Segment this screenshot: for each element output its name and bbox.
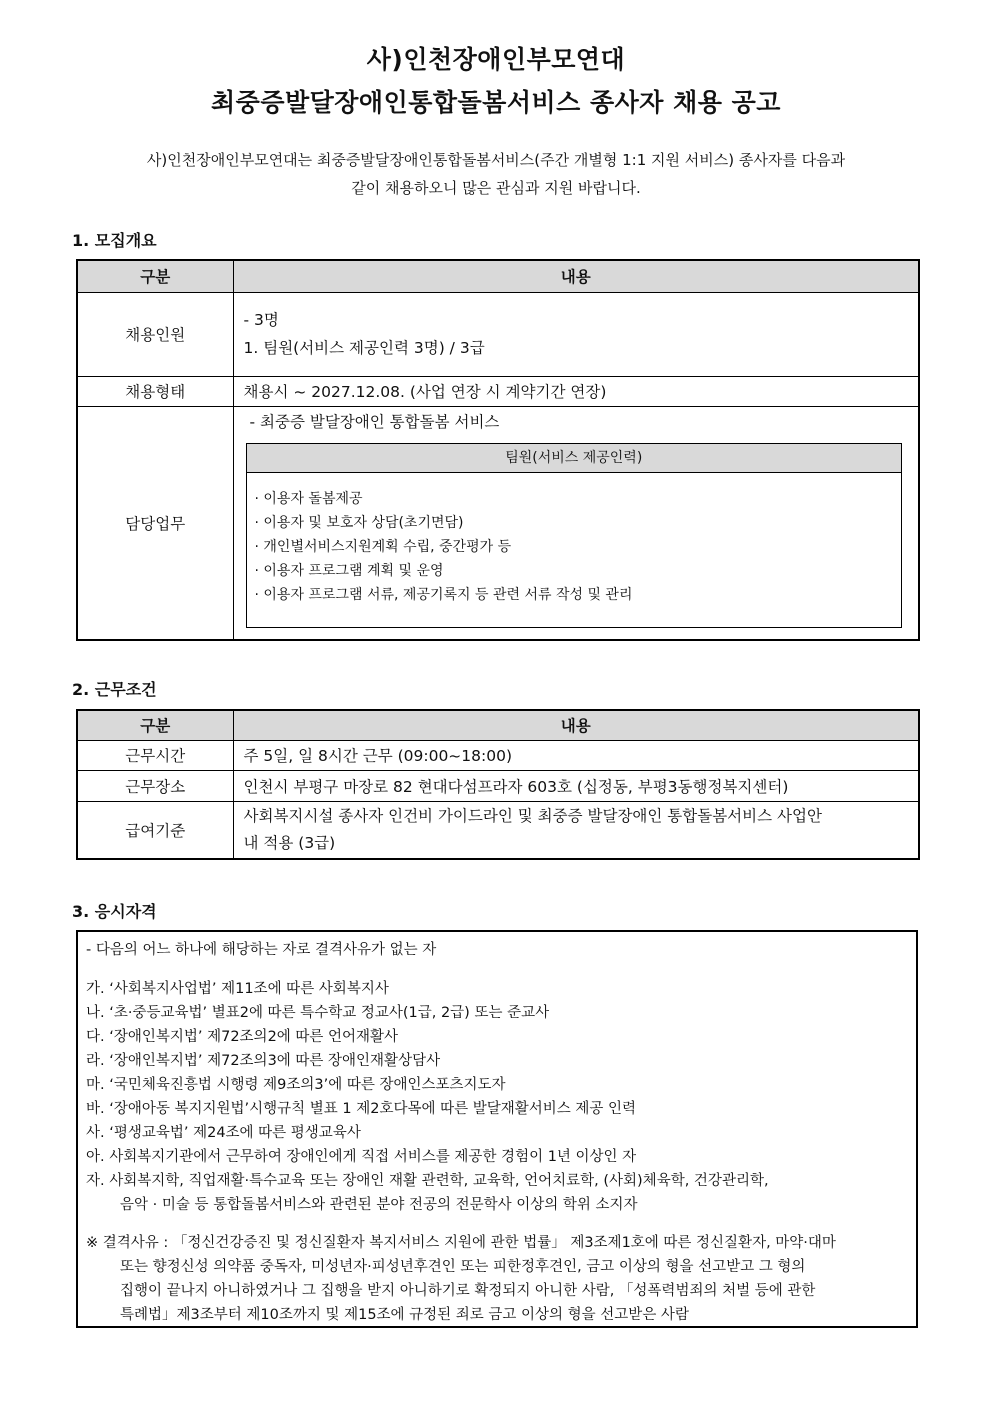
- conditions-table: [76, 709, 920, 860]
- duty-item: · 이용자 및 보호자 상담(초기면담): [254, 514, 464, 531]
- header-category: 구분: [77, 260, 233, 292]
- headcount-line: 1. 팀원(서비스 제공인력 3명) / 3급: [243, 339, 485, 357]
- salary-label: 급여기준: [77, 801, 233, 859]
- qualifications-box: [76, 930, 918, 1328]
- section-title-recruitment: 1. 모집개요: [72, 231, 157, 250]
- duty-item: · 이용자 프로그램 서류, 제공기록지 등 관련 서류 작성 및 관리: [254, 586, 633, 603]
- duty-item: · 개인별서비스지원계획 수립, 중간평가 등: [254, 538, 512, 555]
- title-announcement: 최중증발달장애인통합돌봄서비스 종사자 채용 공고: [211, 88, 781, 117]
- duty-subtable: [246, 443, 903, 628]
- salary-line: 내 적용 (3급): [243, 833, 336, 852]
- qualification-item: 마. ‘국민체육진흥법 시행령 제9조의3’에 따른 장애인스포츠지도자: [86, 1077, 506, 1093]
- duty-subtable-header: 팀원(서비스 제공인력): [247, 444, 902, 473]
- disqualification-note: 집행이 끝나지 아니하였거나 그 집행을 받지 아니하기로 확정되지 아니한 사람, 「성폭력범죄의 처벌 등에 관한: [120, 1283, 816, 1299]
- qualification-item: 나. ‘초·중등교육법’ 별표2에 따른 특수학교 정교사(1급, 2급) 또는 준교사: [86, 1005, 550, 1021]
- qualification-item: 아. 사회복지기관에서 근무하여 장애인에게 직접 서비스를 제공한 경험이 1년 이상인 자: [86, 1149, 637, 1165]
- disqualification-note: 특례법」제3조부터 제10조까지 및 제15조에 규정된 죄로 금고 이상의 형을 선고받은 사람: [120, 1307, 689, 1323]
- qualification-intro: - 다음의 어느 하나에 해당하는 자로 결격사유가 없는 자: [86, 942, 437, 958]
- salary-cell: [233, 801, 919, 859]
- work-place-value: 인천시 부평구 마장로 82 현대다섬프라자 603호 (십정동, 부평3동행정복지센터): [233, 770, 919, 801]
- recruitment-table: [76, 259, 920, 641]
- work-place-label: 근무장소: [77, 770, 233, 801]
- work-hours-label: 근무시간: [77, 740, 233, 770]
- headcount-label: 채용인원: [77, 292, 233, 376]
- disqualification-note: ※ 결격사유 : 「정신건강증진 및 정신질환자 복지서비스 지원에 관한 법률」 제3조제1호에 따른 정신질환자, 마약·대마: [86, 1235, 836, 1251]
- duty-intro: - 최중증 발달장애인 통합돌봄 서비스: [249, 412, 500, 431]
- section-title-conditions: 2. 근무조건: [72, 680, 157, 699]
- duty-item: · 이용자 프로그램 계획 및 운영: [254, 562, 444, 579]
- work-hours-value: 주 5일, 일 8시간 근무 (09:00~18:00): [233, 740, 919, 770]
- qualification-item: 바. ‘장애아동 복지지원법’시행규칙 별표 1 제2호다목에 따른 발달재활서비스 제공 인력: [86, 1101, 636, 1117]
- salary-line: 사회복지시설 종사자 인건비 가이드라인 및 최중증 발달장애인 통합돌봄서비스 사업안: [243, 806, 822, 825]
- qualification-item: 사. ‘평생교육법’ 제24조에 따른 평생교육사: [86, 1125, 361, 1141]
- headcount-line: - 3명: [243, 311, 279, 329]
- title-organization: 사)인천장애인부모연대: [366, 45, 626, 74]
- qualification-item: 가. ‘사회복지사업법’ 제11조에 따른 사회복지사: [86, 981, 389, 997]
- duty-label: 담당업무: [77, 406, 233, 640]
- header-category: 구분: [77, 710, 233, 740]
- header-content: 내용: [233, 710, 919, 740]
- duty-list: [247, 473, 902, 627]
- employment-type-value: 채용시 ~ 2027.12.08. (사업 연장 시 계약기간 연장): [233, 376, 919, 406]
- employment-type-label: 채용형태: [77, 376, 233, 406]
- intro-line: 사)인천장애인부모연대는 최중증발달장애인통합돌봄서비스(주간 개별형 1:1 지원 서비스) 종사자를 다음과: [146, 151, 846, 169]
- headcount-cell: [233, 292, 919, 376]
- intro-text: [80, 146, 912, 202]
- duty-cell: [233, 406, 919, 640]
- qualification-item: 라. ‘장애인복지법’ 제72조의3에 따른 장애인재활상담사: [86, 1053, 441, 1069]
- intro-line: 같이 채용하오니 많은 관심과 지원 바랍니다.: [351, 179, 641, 197]
- duty-item: · 이용자 돌봄제공: [254, 490, 363, 507]
- qualification-item-continued: 음악 · 미술 등 통합돌봄서비스와 관련된 분야 전공의 전문학사 이상의 학위 소지자: [120, 1197, 638, 1213]
- header-content: 내용: [233, 260, 919, 292]
- section-title-qualifications: 3. 응시자격: [72, 902, 157, 921]
- qualification-item: 다. ‘장애인복지법’ 제72조의2에 따른 언어재활사: [86, 1029, 399, 1045]
- disqualification-note: 또는 향정신성 의약품 중독자, 미성년자·피성년후견인 또는 피한정후견인, 금고 이상의 형을 선고받고 그 형의: [120, 1259, 806, 1275]
- qualification-item: 자. 사회복지학, 직업재활·특수교육 또는 장애인 재활 관련학, 교육학, 언어치료학, (사회)체육학, 건강관리학,: [86, 1173, 769, 1189]
